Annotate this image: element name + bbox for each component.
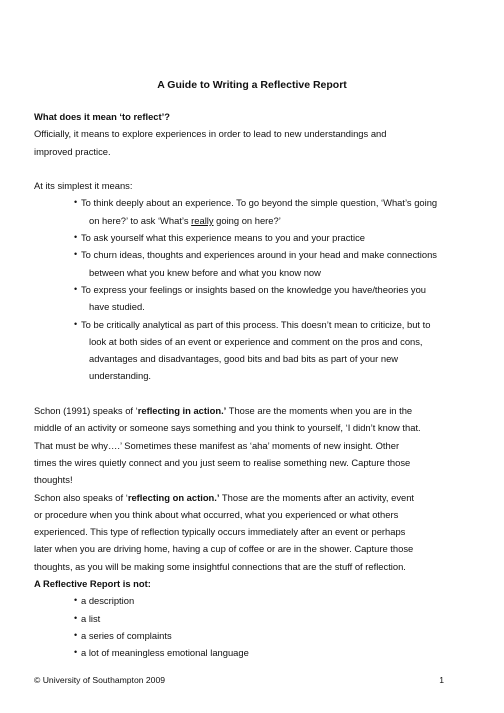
bullet-icon: •: [74, 647, 78, 658]
list-item-text: a lot of meaningless emotional language: [81, 647, 249, 659]
document-title: A Guide to Writing a Reflective Report: [157, 79, 347, 91]
paragraph-line: That must be why….’ Sometimes these manifest as ‘aha’ moments of new insight. Other: [34, 439, 400, 451]
list-item-text: a description: [81, 595, 135, 607]
bullet-icon: •: [74, 249, 78, 260]
bullet-icon: •: [74, 612, 78, 623]
underlined-word: really: [191, 214, 214, 226]
list-item-line: between what you knew before and what you know now: [89, 266, 321, 278]
list-item: [74, 194, 470, 229]
page-footer: [34, 674, 444, 686]
list-item-line: have studied.: [89, 301, 145, 313]
list-item-text: going on here?’: [213, 214, 281, 226]
paragraph-line: thoughts!: [34, 474, 73, 486]
list-item-line: understanding.: [89, 370, 152, 382]
bold-term-reflecting-on-action: reflecting on action.’: [127, 491, 220, 503]
list-item: [74, 316, 470, 385]
paragraph-text: Those are the moments after an activity, event: [219, 491, 415, 503]
list-item: [74, 610, 470, 627]
list-item: [74, 246, 470, 281]
paragraph-text: Schon also speaks of ‘: [34, 491, 128, 503]
list-item-line: To think deeply about an experience. To go beyond the simple question, ‘What’s going: [81, 197, 438, 209]
paragraph-line: or procedure when you think about what occurred, what you experienced or what others: [34, 508, 399, 520]
document-body: [34, 108, 470, 662]
paragraph-spacer: [34, 385, 470, 402]
paragraph-line: middle of an activity or someone says something and you think to yourself, ‘I didn’t know that.: [34, 422, 421, 434]
list-item: [74, 627, 470, 644]
paragraph-line: thoughts, as you will be making some insightful connections that are the stuff of reflection.: [34, 560, 406, 572]
list-item-text: on here?’ to ask ‘What’s: [89, 214, 192, 226]
list-item-line: To churn ideas, thoughts and experiences around in your head and make connections: [81, 249, 437, 261]
paragraph-line: Officially, it means to explore experiences in order to lead to new understandings and: [34, 128, 387, 140]
list-item: [74, 229, 470, 246]
list-item: [74, 281, 470, 316]
bullet-list-meaning: [34, 194, 470, 384]
bullet-icon: •: [74, 629, 78, 640]
list-item-line: To be critically analytical as part of this process. This doesn’t mean to criticize, but to: [81, 318, 431, 330]
list-item-text: a list: [81, 612, 101, 624]
list-intro: At its simplest it means:: [34, 180, 133, 192]
paragraph-text: Those are the moments when you are in the: [226, 405, 413, 417]
bullet-icon: •: [74, 595, 78, 606]
list-item-text: a series of complaints: [81, 629, 172, 641]
list-item: [74, 592, 470, 609]
copyright-notice: © University of Southampton 2009: [34, 675, 166, 685]
section-heading-not: A Reflective Report is not:: [34, 578, 151, 590]
list-item-line: look at both sides of an event or experience and comment on the pros and cons,: [89, 335, 423, 347]
bullet-icon: •: [74, 197, 78, 208]
bullet-icon: •: [74, 232, 78, 243]
list-item-line: To express your feelings or insights based on the knowledge you have/theories you: [81, 283, 427, 295]
paragraph-line: experienced. This type of reflection typically occurs immediately after an event or perhaps: [34, 526, 406, 538]
paragraph-text: Schon (1991) speaks of ‘: [34, 405, 138, 417]
paragraph-line: [34, 489, 470, 506]
paragraph-spacer: [34, 160, 470, 177]
list-item-line: To ask yourself what this experience means to you and your practice: [81, 232, 365, 244]
list-item-line: [81, 212, 470, 229]
paragraph-line: later when you are driving home, having a cup of coffee or are in the shower. Capture those: [34, 543, 414, 555]
bullet-list-not: [34, 592, 470, 661]
section-heading-reflect: What does it mean ‘to reflect’?: [34, 111, 170, 122]
paragraph-line: improved practice.: [34, 145, 111, 157]
paragraph-line: times the wires quietly connect and you just seem to realise something new. Capture those: [34, 456, 411, 468]
list-item: [74, 644, 470, 661]
page-number: 1: [439, 675, 444, 685]
bullet-icon: •: [74, 318, 78, 329]
bold-term-reflecting-in-action: reflecting in action.’: [137, 405, 227, 417]
bullet-icon: •: [74, 283, 78, 294]
paragraph-line: [34, 402, 470, 419]
list-item-line: advantages and disadvantages, good bits and bad bits as part of your new: [89, 353, 399, 365]
